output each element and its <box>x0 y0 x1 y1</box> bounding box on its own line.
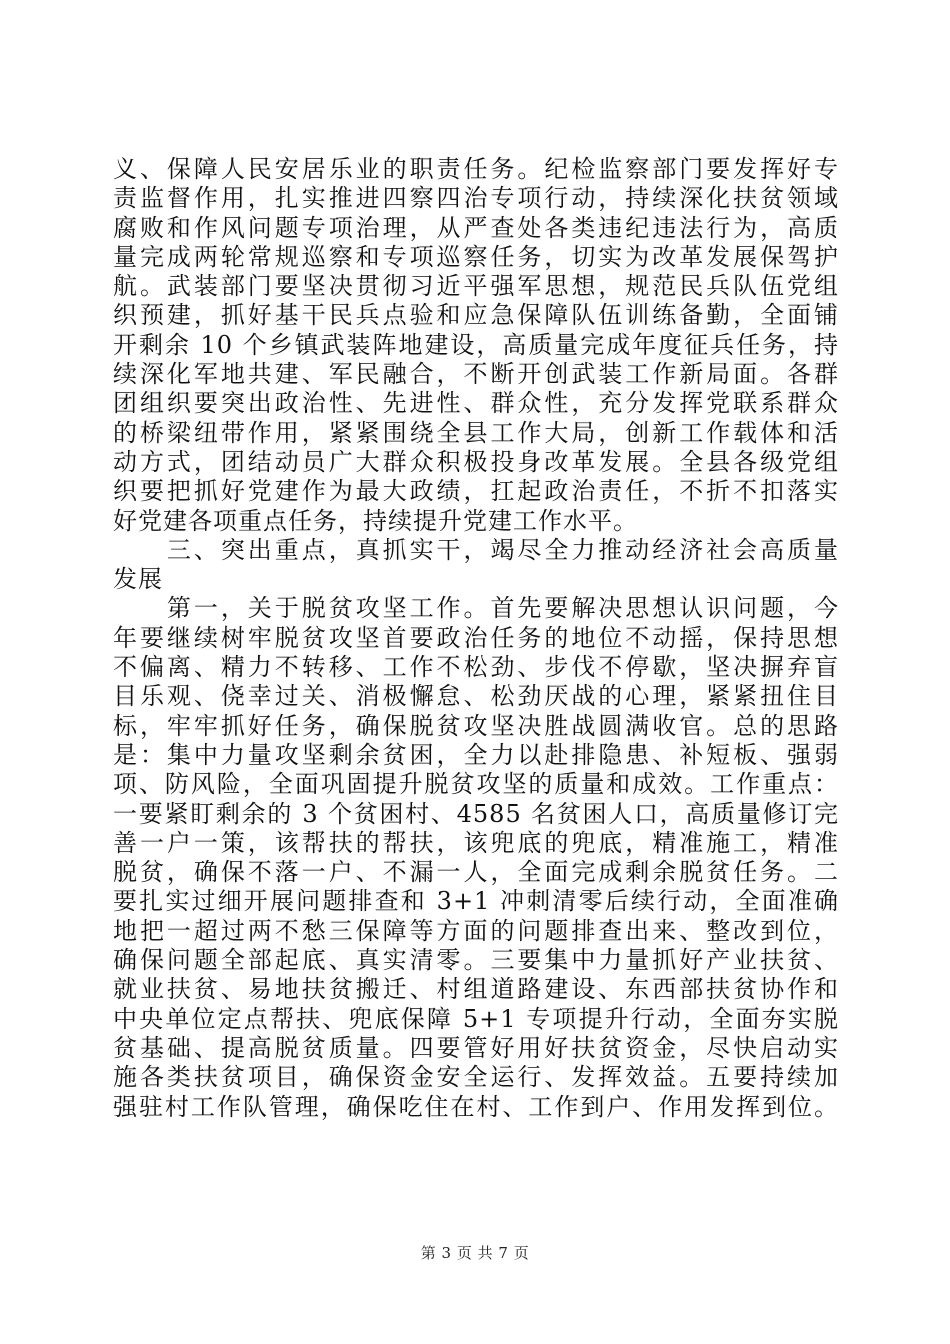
text-line: 善一户一策，该帮扶的帮扶，该兜底的兜底，精准施工，精准 <box>113 828 839 857</box>
page-footer <box>0 1242 950 1263</box>
text-line: 织预建，抓好基干民兵点验和应急保障队伍训练备勤，全面铺 <box>113 301 839 330</box>
body-text <box>113 155 839 1122</box>
text-line: 责监督作用，扎实推进四察四治专项行动，持续深化扶贫领域 <box>113 184 839 213</box>
text-line: 要扎实过细开展问题排查和 3+1 冲刺清零后续行动，全面准确 <box>113 887 839 916</box>
text-line: 强驻村工作队管理，确保吃住在村、工作到户、作用发挥到位。 <box>113 1092 839 1121</box>
text-line: 第一，关于脱贫攻坚工作。首先要解决思想认识问题，今 <box>113 594 839 623</box>
text-line: 义、保障人民安居乐业的职责任务。纪检监察部门要发挥好专 <box>113 155 839 183</box>
text-line: 目乐观、侥幸过关、消极懈怠、松劲厌战的心理，紧紧扭住目 <box>113 682 839 711</box>
text-line: 的桥梁纽带作用，紧紧围绕全县工作大局，创新工作载体和活 <box>113 418 839 447</box>
text-line: 不偏离、精力不转移、工作不松劲、步伐不停歇，坚决摒弃盲 <box>113 653 839 682</box>
text-line: 施各类扶贫项目，确保资金安全运行、发挥效益。五要持续加 <box>113 1063 839 1092</box>
text-line: 腐败和作风问题专项治理，从严查处各类违纪违法行为，高质 <box>113 213 839 242</box>
text-line: 是：集中力量攻坚剩余贫困，全力以赴排隐患、补短板、强弱 <box>113 740 839 769</box>
text-line: 续深化军地共建、军民融合，不断开创武装工作新局面。各群 <box>113 360 839 389</box>
text-line: 量完成两轮常规巡察和专项巡察任务，切实为改革发展保驾护 <box>113 242 839 271</box>
text-line: 年要继续树牢脱贫攻坚首要政治任务的地位不动摇，保持思想 <box>113 623 839 652</box>
section-heading-line: 三、突出重点，真抓实干，竭尽全力推动经济社会高质量 <box>113 535 839 564</box>
text-line: 标，牢牢抓好任务，确保脱贫攻坚决胜战圆满收官。总的思路 <box>113 711 839 740</box>
text-line: 项、防风险，全面巩固提升脱贫攻坚的质量和成效。工作重点： <box>113 770 839 799</box>
text-line: 织要把抓好党建作为最大政绩，扛起政治责任，不折不扣落实 <box>113 477 839 506</box>
text-line: 动方式，团结动员广大群众积极投身改革发展。全县各级党组 <box>113 447 839 476</box>
text-line: 中央单位定点帮扶、兜底保障 5+1 专项提升行动，全面夯实脱 <box>113 1004 839 1033</box>
text-line: 好党建各项重点任务，持续提升党建工作水平。 <box>113 506 638 535</box>
section-heading-line: 发展 <box>113 565 163 594</box>
text-line: 开剩余 10 个乡镇武装阵地建设，高质量完成年度征兵任务，持 <box>113 330 839 359</box>
text-line: 一要紧盯剩余的 3 个贫困村、4585 名贫困人口，高质量修订完 <box>113 799 839 828</box>
text-line: 贫基础、提高脱贫质量。四要管好用好扶贫资金，尽快启动实 <box>113 1033 839 1062</box>
text-line: 确保问题全部起底、真实清零。三要集中力量抓好产业扶贫、 <box>113 946 839 975</box>
text-line: 就业扶贫、易地扶贫搬迁、村组道路建设、东西部扶贫协作和 <box>113 975 839 1004</box>
text-line: 地把一超过两不愁三保障等方面的问题排查出来、整改到位， <box>113 916 839 945</box>
text-line: 脱贫，确保不落一户、不漏一人，全面完成剩余脱贫任务。二 <box>113 858 839 887</box>
text-line: 航。武装部门要坚决贯彻习近平强军思想，规范民兵队伍党组 <box>113 272 839 301</box>
page-number-indicator: 第 3 页 共 7 页 <box>420 1244 530 1262</box>
text-line: 团组织要突出政治性、先进性、群众性，充分发挥党联系群众 <box>113 389 839 418</box>
